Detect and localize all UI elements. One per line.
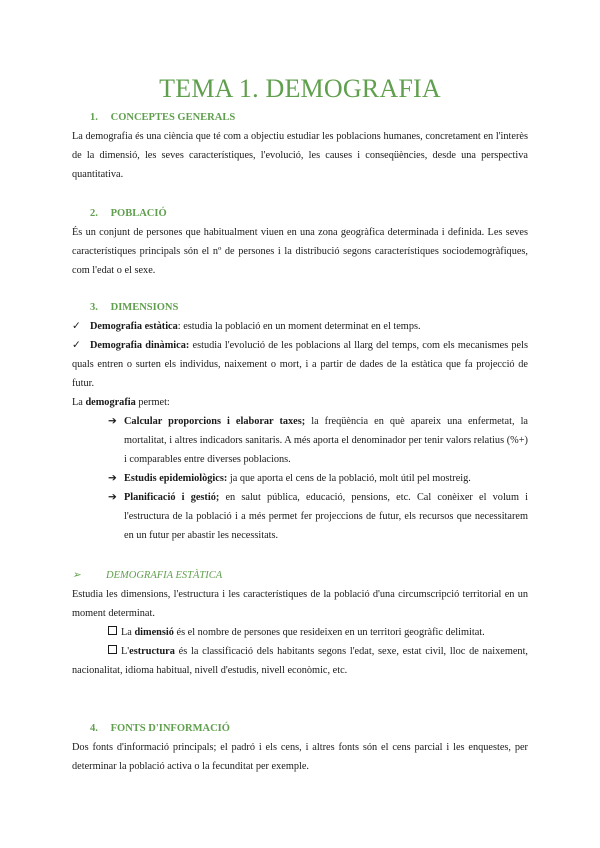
check-item-term: Demografia estàtica <box>90 321 178 332</box>
check-item-text: : estudia la població en un moment determinat en el temps. <box>177 321 421 332</box>
arrow-item-taxes <box>108 412 528 469</box>
arrow-item-text: la freqüència en què apareix una enfermetat, la mortalitat, i altres indicadors sanitaris. A més aporta el denominador per tenir valors relatius (%+) i comparables entre diverses poblacions. <box>124 416 528 465</box>
section-number: 4. <box>90 723 98 734</box>
box-item-pre: L' <box>121 646 130 657</box>
checkmark-icon: ✓ <box>72 321 81 332</box>
subsection-title: DEMOGRAFIA ESTÀTICA <box>106 570 223 581</box>
checkmark-icon: ✓ <box>72 340 81 351</box>
section-number: 3. <box>90 302 98 313</box>
check-item-estatica <box>72 317 528 336</box>
arrow-item-planificacio <box>108 488 528 545</box>
box-item-text: és la classificació dels habitants segons l'edat, sexe, estat civil, lloc de naixement, nacionalitat, idioma habitual, nivell d'estudis, nivell econòmic, etc. <box>72 646 528 676</box>
arrow-right-icon: ➔ <box>108 473 117 484</box>
box-item-dimensio <box>72 623 528 642</box>
section-title: FONTS D'INFORMACIÓ <box>110 723 230 734</box>
arrow-item-term: Planificació i gestió; <box>124 492 220 503</box>
arrow-item-text: en salut pública, educació, pensions, etc. Cal conèixer el volum i l'estructura de la població i a més permet fer projeccions de futur, els recursos que necessitarem en un futur per abastir les necessitats. <box>124 492 529 541</box>
section-title: DIMENSIONS <box>110 302 179 313</box>
section-dimensions <box>72 298 528 545</box>
intro-pre: La <box>72 397 86 408</box>
subsection-heading <box>72 566 528 585</box>
check-item-term: Demografia dinàmica: <box>90 340 190 351</box>
intro-post: permet: <box>135 397 170 408</box>
check-item-dinamica <box>72 336 528 393</box>
section-paragraph: Dos fonts d'informació principals; el padró i els cens, i altres fonts són el cens parcial i les enquestes, per determinar la població activa o la fecunditat per exemple. <box>72 742 528 772</box>
box-item-text: és el nombre de persones que resideixen en un territori geogràfic delimitat. <box>173 627 485 638</box>
arrow-right-icon: ➔ <box>108 416 117 427</box>
arrow-item-text: ja que aporta el cens de la població, molt útil pel mostreig. <box>227 473 471 484</box>
demografia-intro <box>72 393 528 412</box>
checkbox-square-icon <box>108 626 117 635</box>
section-title: POBLACIÓ <box>110 208 167 219</box>
arrow-right-icon: ➔ <box>108 492 117 503</box>
page-title: TEMA 1. DEMOGRAFIA <box>159 74 441 103</box>
section-poblacio <box>72 204 528 280</box>
section-title: CONCEPTES GENERALS <box>110 112 236 123</box>
section-number: 2. <box>90 208 98 219</box>
checkbox-square-icon <box>108 645 117 654</box>
section-conceptes-generals <box>72 108 528 184</box>
subsection-paragraph: Estudia les dimensions, l'estructura i les característiques de la població d'una circumscripció territorial en un moment determinat. <box>72 589 528 619</box>
section-number: 1. <box>90 112 98 123</box>
arrowhead-icon: ➢ <box>72 570 81 581</box>
section-heading <box>72 298 528 317</box>
section-heading <box>72 204 528 223</box>
arrow-list <box>108 412 528 545</box>
check-item-text: estudia l'evolució de les poblacions al llarg del temps, com els mecanismes pels quals entren o surten els individus, naixement o mort, i a partir de dades de la estàtica que fa projecció de futur. <box>72 340 528 389</box>
arrow-item-epidemiologics <box>108 469 528 488</box>
box-item-term: estructura <box>129 646 175 657</box>
section-paragraph: És un conjunt de persones que habitualment viuen en una zona geogràfica determinada i definida. Les seves característiques principals són el nº de persones i la distribució segons característiques sociodemogràfiques, com l'edat o el sexe. <box>72 227 528 276</box>
section-heading <box>72 108 528 127</box>
section-paragraph: La demografia és una ciència que té com a objectiu estudiar les poblacions humanes, concretament en l'interès de la dimensió, les seves característiques, l'evolució, les causes i conseqüències, desde una perspectiva quantitativa. <box>72 131 528 180</box>
box-item-pre: La <box>121 627 135 638</box>
section-fonts-informacio <box>72 719 528 776</box>
arrow-item-term: Calcular proporcions i elaborar taxes; <box>124 416 306 427</box>
arrow-item-term: Estudis epidemiològics: <box>124 473 228 484</box>
box-item-term: dimensió <box>134 627 174 638</box>
section-heading <box>72 719 528 738</box>
box-item-estructura <box>72 642 528 680</box>
intro-term: demografia <box>85 397 136 408</box>
subsection-demografia-estatica <box>72 566 528 680</box>
